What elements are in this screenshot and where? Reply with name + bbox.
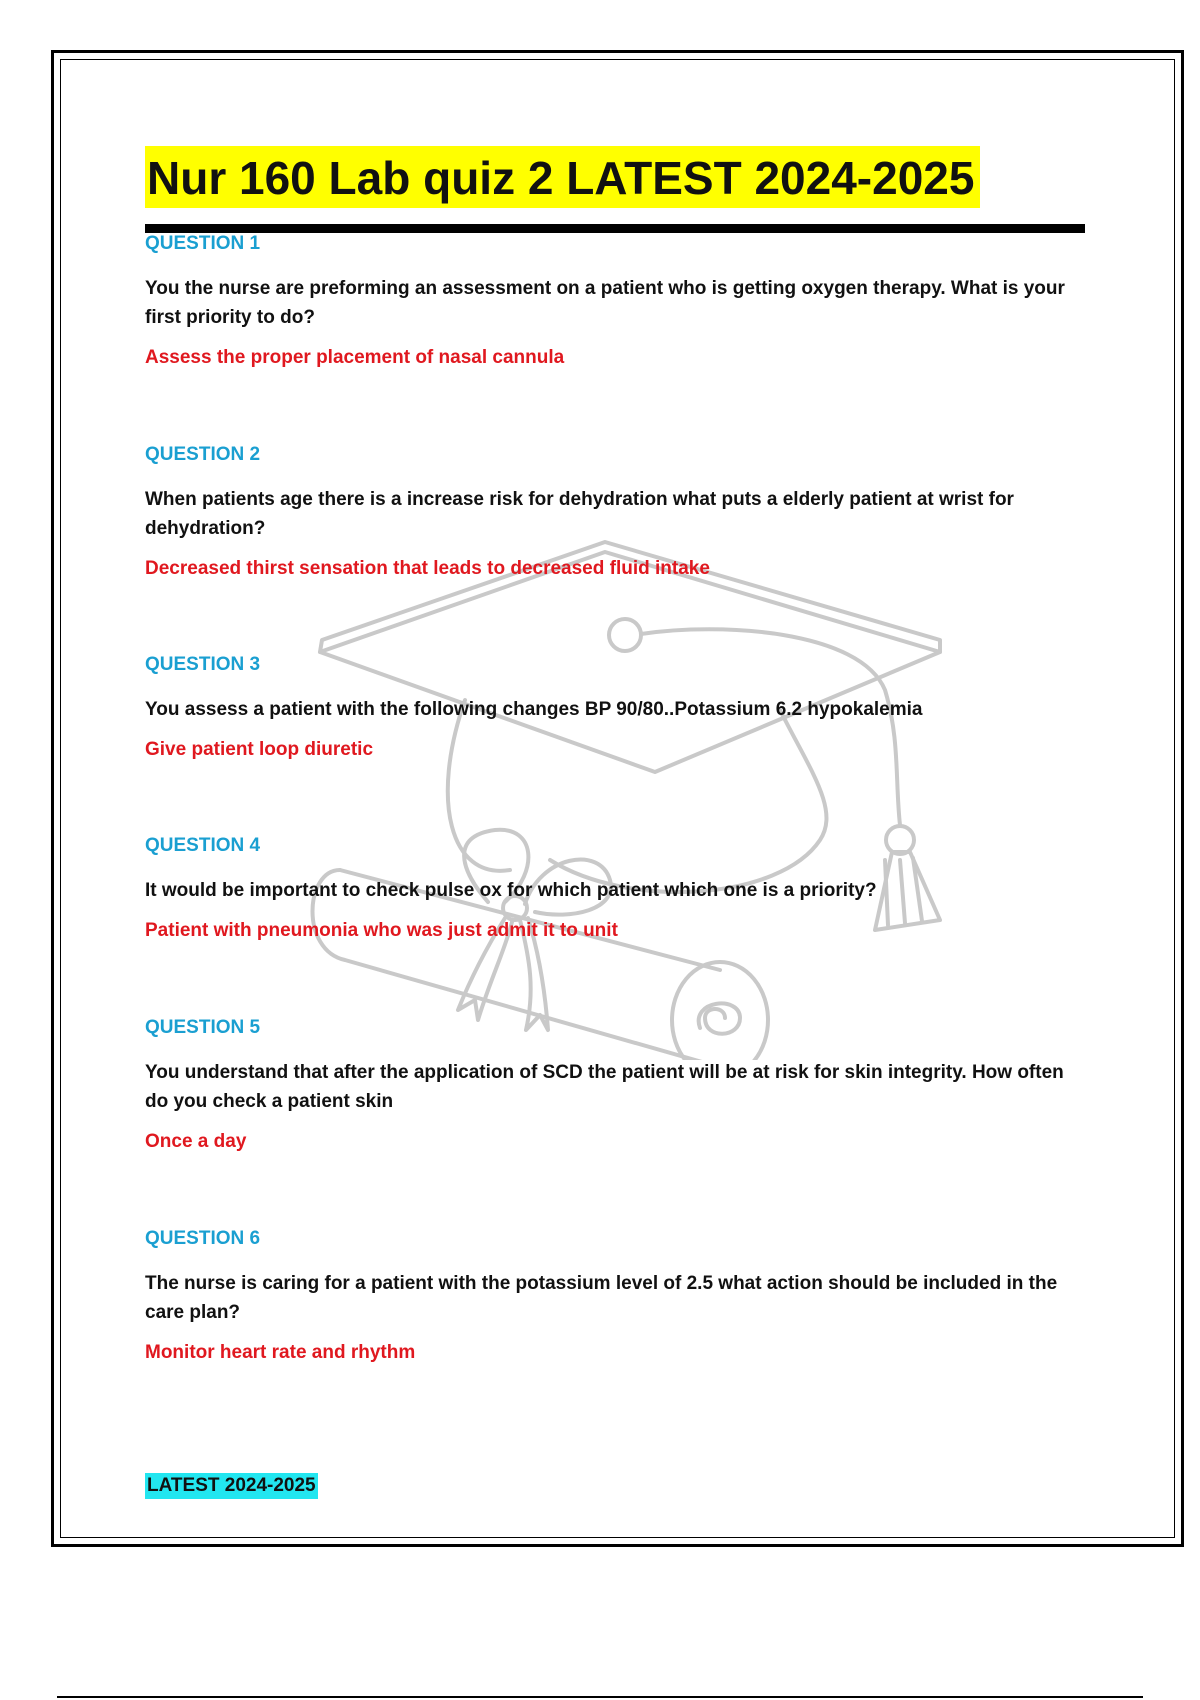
question-2 (145, 443, 1085, 581)
question-answer: Patient with pneumonia who was just admit it to unit (145, 920, 618, 941)
question-text: You the nurse are preforming an assessment on a patient who is getting oxygen therapy. What is your first priority to do? (145, 278, 1065, 328)
question-4 (145, 834, 1085, 943)
question-text: When patients age there is a increase risk for dehydration what puts a elderly patient at wrist for dehydration? (145, 489, 1014, 539)
question-label: QUESTION 6 (145, 1228, 261, 1249)
question-answer: Monitor heart rate and rhythm (145, 1342, 416, 1363)
question-5 (145, 1016, 1085, 1154)
question-answer: Give patient loop diuretic (145, 739, 374, 760)
question-label: QUESTION 5 (145, 1017, 261, 1038)
question-text: It would be important to check pulse ox for which patient which one is a priority? (145, 880, 877, 901)
question-answer: Once a day (145, 1131, 247, 1152)
question-answer: Decreased thirst sensation that leads to decreased fluid intake (145, 558, 710, 579)
question-1 (145, 232, 1085, 370)
question-text: You assess a patient with the following changes BP 90/80..Potassium 6.2 hypokalemia (145, 699, 923, 720)
footer-badge: LATEST 2024-2025 (145, 1473, 318, 1499)
question-3 (145, 653, 1085, 762)
question-label: QUESTION 4 (145, 835, 261, 856)
question-label: QUESTION 3 (145, 654, 261, 675)
question-label: QUESTION 1 (145, 233, 261, 254)
question-label: QUESTION 2 (145, 444, 261, 465)
bottom-rule (57, 1696, 1143, 1698)
document-title: Nur 160 Lab quiz 2 LATEST 2024-2025 (145, 146, 980, 208)
question-6 (145, 1227, 1085, 1365)
question-text: The nurse is caring for a patient with the potassium level of 2.5 what action should be included in the care plan? (145, 1273, 1058, 1323)
question-answer: Assess the proper placement of nasal cannula (145, 347, 565, 368)
question-text: You understand that after the application of SCD the patient will be at risk for skin integrity. How often do you check a patient skin (145, 1062, 1064, 1112)
